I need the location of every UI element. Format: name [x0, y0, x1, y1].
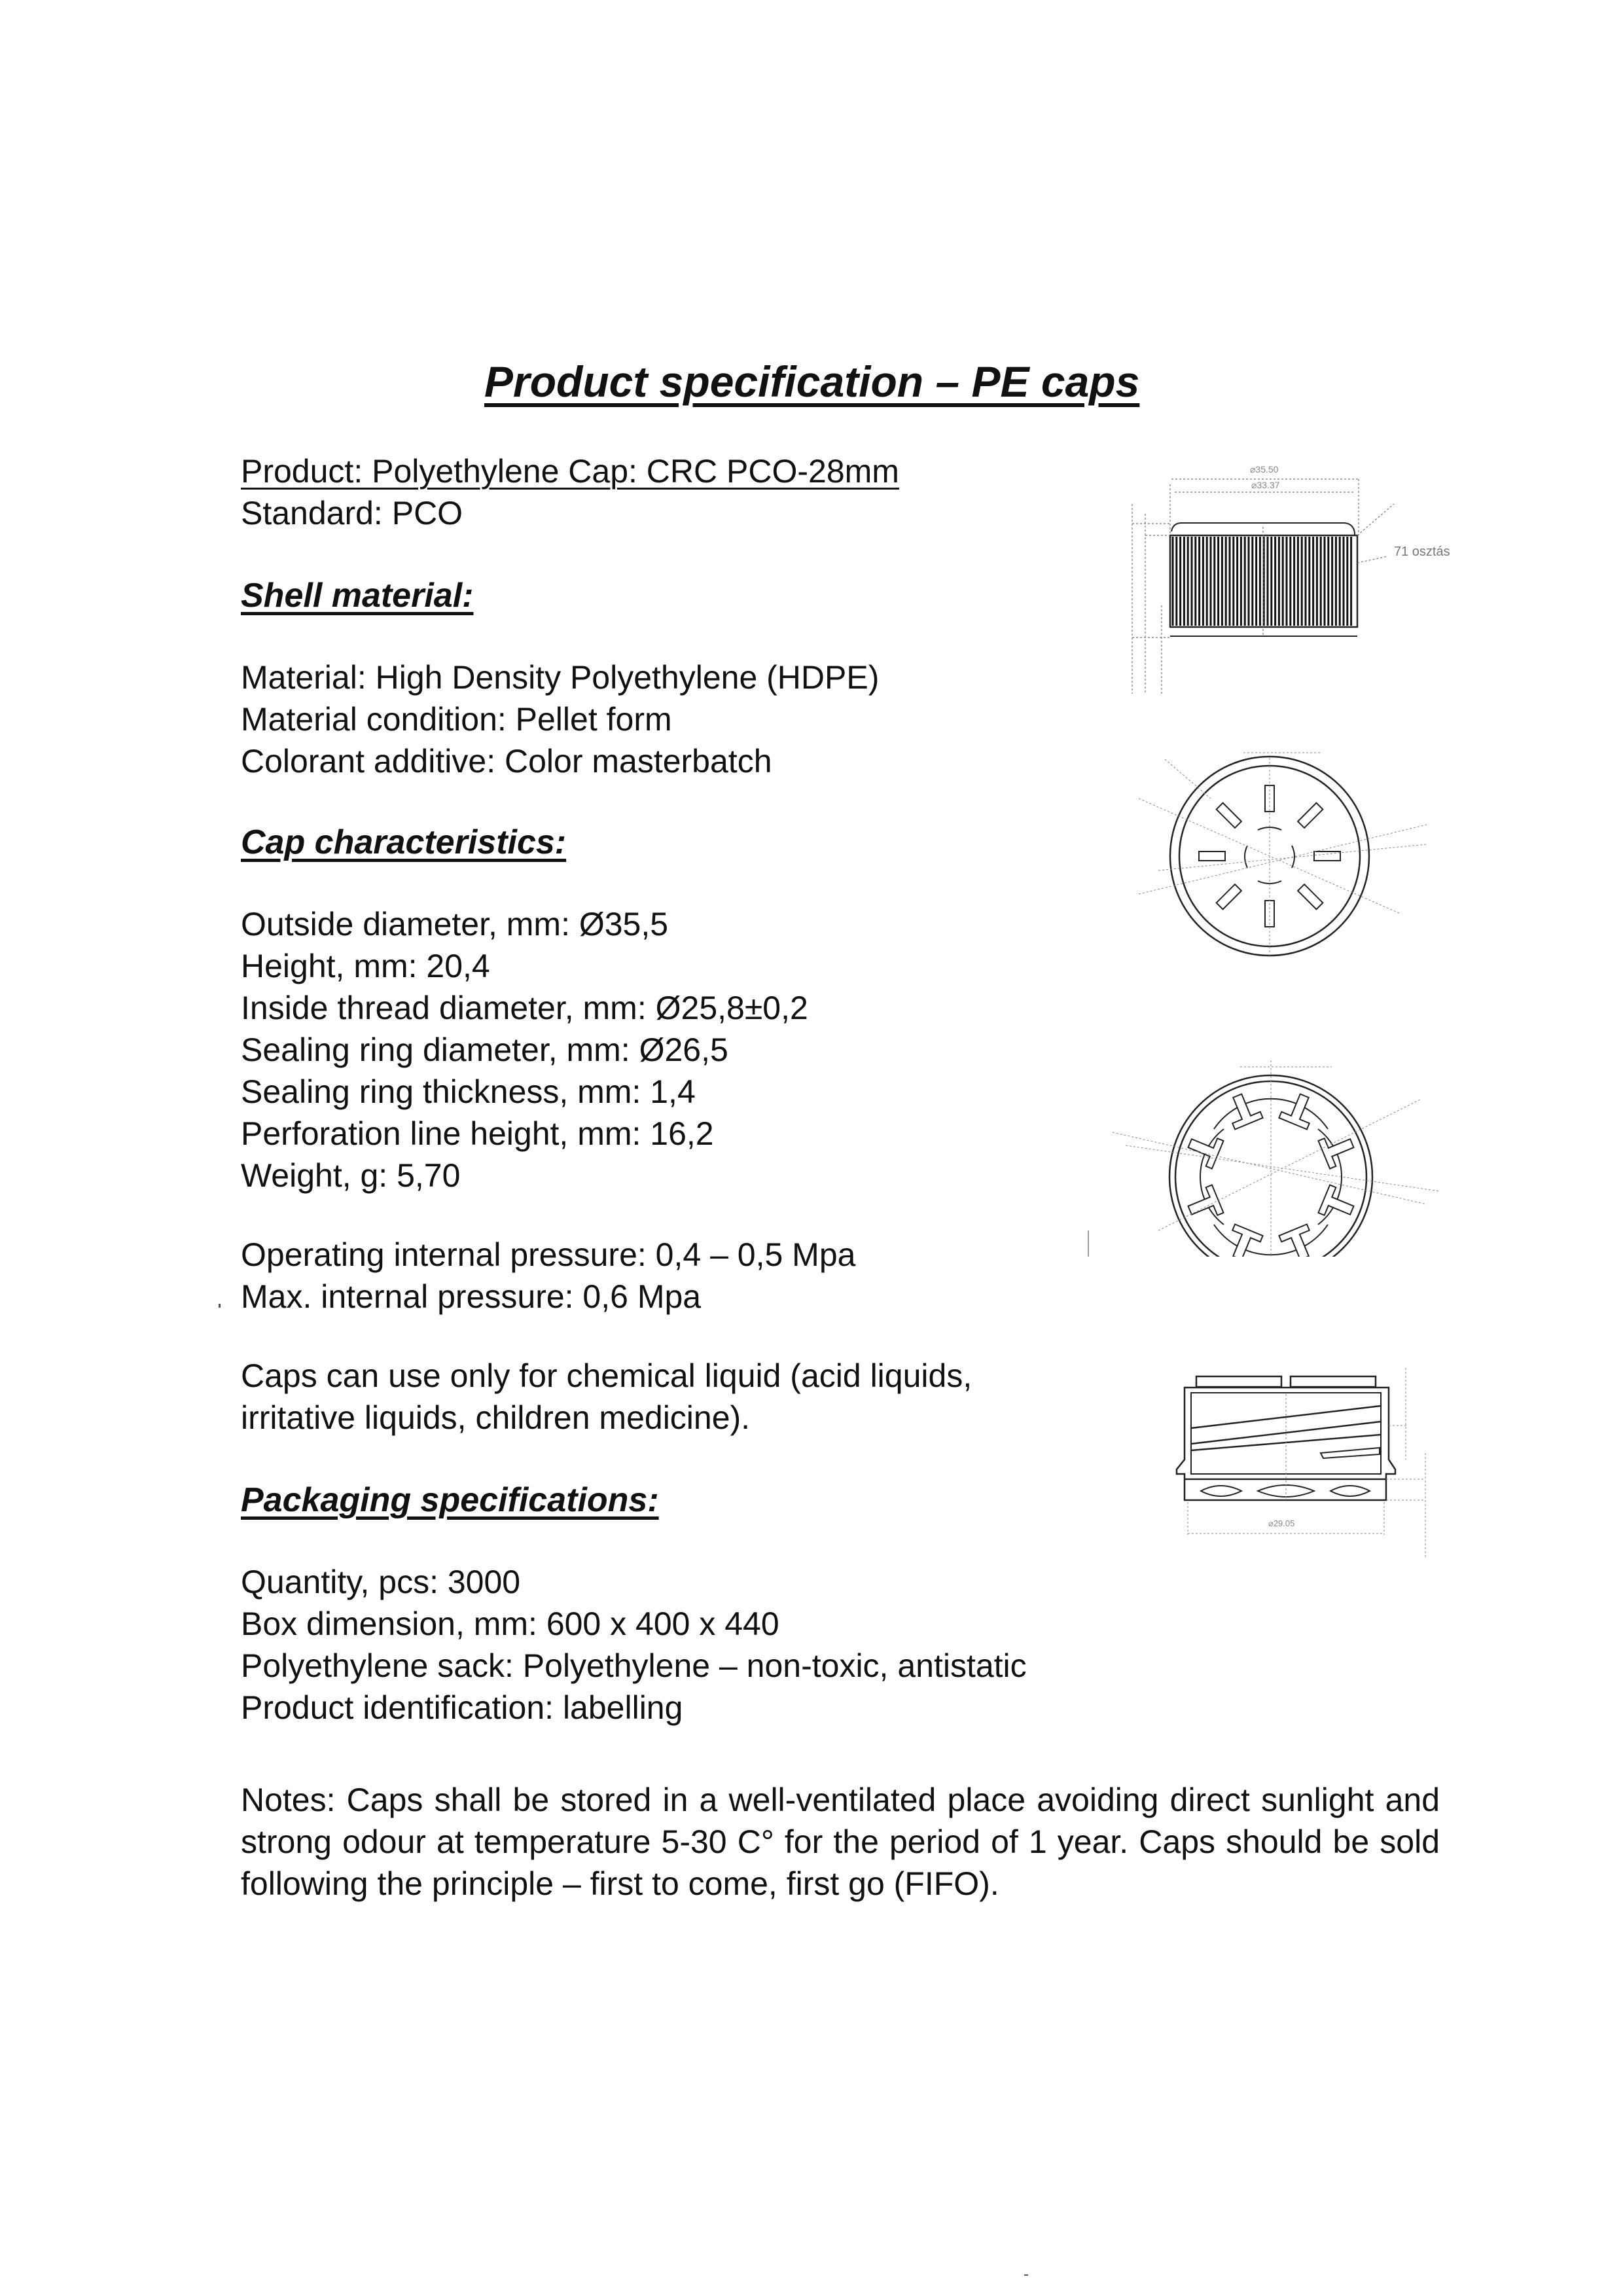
packaging-list: [241, 1561, 1445, 1729]
cap-characteristics-heading: Cap characteristics:: [241, 823, 567, 861]
scan-mark: [1088, 1230, 1089, 1257]
scan-mark: [1024, 2274, 1028, 2276]
spec-line: Inside thread diameter, mm: Ø25,8±0,2: [241, 990, 808, 1026]
packaging-heading: Packaging specifications:: [241, 1481, 659, 1519]
spec-line: Sealing ring diameter, mm: Ø26,5: [241, 1031, 728, 1068]
t-rib: [1223, 1090, 1262, 1129]
cap-side-view-drawing: [1106, 458, 1472, 707]
spec-line: Sealing ring thickness, mm: 1,4: [241, 1073, 696, 1110]
spec-line: Colorant additive: Color masterbatch: [241, 743, 772, 780]
storage-notes: Notes: Caps shall be stored in a well-ventilated place avoiding direct sunlight and strong odour at temperature 5-30 C° for the period of 1 year. Caps should be sold following the principle – first to come, first go (FIFO).: [241, 1782, 1440, 1902]
vent-slot: [1199, 852, 1225, 861]
spec-line: Perforation line height, mm: 16,2: [241, 1115, 714, 1152]
spec-line: Operating internal pressure: 0,4 – 0,5 Mpa: [241, 1236, 856, 1273]
spec-line: Height, mm: 20,4: [241, 948, 490, 984]
svg-text:⌀35.50: ⌀35.50: [1250, 464, 1279, 475]
scan-mark: [219, 1304, 221, 1308]
spec-line: Polyethylene sack: Polyethylene – non-toxic, antistatic: [241, 1647, 1027, 1684]
t-rib: [1279, 1090, 1318, 1129]
spec-line: Material condition: Pellet form: [241, 701, 672, 738]
cap-bottom-view-drawing: [1099, 1021, 1466, 1257]
spec-line: Material: High Density Polyethylene (HDPE): [241, 659, 880, 696]
usage-note: Caps can use only for chemical liquid (acid liquids, irritative liquids, children medicine).: [241, 1357, 972, 1436]
cap-section-view-drawing: [1152, 1335, 1453, 1558]
spec-line: Max. internal pressure: 0,6 Mpa: [241, 1278, 702, 1315]
svg-text:⌀29.05: ⌀29.05: [1268, 1518, 1295, 1528]
spec-line: Weight, g: 5,70: [241, 1157, 461, 1194]
spec-line: Product identification: labelling: [241, 1689, 683, 1726]
vent-slot: [1298, 884, 1323, 909]
standard-line: Standard: PCO: [241, 495, 463, 531]
vent-slot: [1298, 803, 1323, 828]
spec-line: Quantity, pcs: 3000: [241, 1564, 521, 1600]
cap-top-view-drawing: [1113, 720, 1479, 969]
vent-slot: [1314, 852, 1340, 861]
vent-slot: [1217, 803, 1241, 828]
spec-line: Box dimension, mm: 600 x 400 x 440: [241, 1605, 779, 1642]
product-line: Product: Polyethylene Cap: CRC PCO-28mm: [241, 453, 899, 490]
vent-slot: [1217, 884, 1241, 909]
spec-line: Outside diameter, mm: Ø35,5: [241, 906, 669, 942]
knurl-count-annotation: 71 osztás: [1394, 545, 1450, 559]
document-title: Product specification – PE caps: [484, 357, 1140, 406]
shell-material-heading: Shell material:: [241, 577, 474, 615]
svg-text:⌀33.37: ⌀33.37: [1251, 480, 1280, 490]
